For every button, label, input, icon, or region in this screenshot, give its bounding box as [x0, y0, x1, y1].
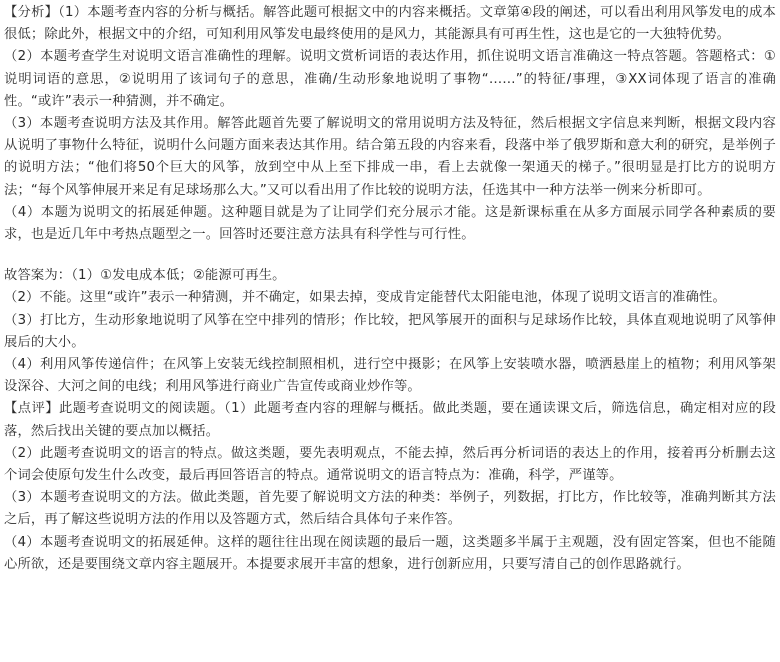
answer-document [4, 2, 776, 576]
comment-paragraph-3: （3）本题考查说明文的方法。做此类题，首先要了解说明文方法的种类：举例子，列数据，打比方，作比较等，准确判断其方法之后，再了解这些说明方法的作用以及答题方式，然后结合具体句子来作答。 [4, 490, 776, 528]
answer-paragraph-4: （4）利用风筝传递信件；在风筝上安装无线控制照相机，进行空中摄影；在风筝上安装喷水器，喷洒悬崖上的植物；利用风筝架设深谷、大河之间的电线；利用风筝进行商业广告宣传或商业炒作等。 [4, 357, 776, 395]
analysis-paragraph-2: （2）本题考查学生对说明文语言准确性的理解。说明文赏析词语的表达作用，抓住说明文语言准确这一特点答题。答题格式：①说明词语的意思，②说明用了该词句子的意思，准确/生动形象地说明了事物“……”的特征/事理，③XX词体现了语言的准确性。“或许”表示一种猜测，并不确定。 [4, 49, 776, 109]
analysis-paragraph-1: 【分析】（1）本题考查内容的分析与概括。解答此题可根据文中的内容来概括。文章第④段的阐述，可以看出利用风筝发电的成本很低；除此外，根据文中的介绍，可知利用风筝发电最终使用的是风力，其能源具有可再生性，这也是它的一大独特优势。 [4, 5, 776, 43]
section-spacer [4, 246, 776, 265]
analysis-paragraph-3: （3）本题考查说明方法及其作用。解答此题首先要了解说明文的常用说明方法及特征，然后根据文字信息来判断，根据文段内容从说明了事物什么特征，说明什么问题方面来表达其作用。结合第五段的内容来看，段落中举了俄罗斯和意大利的研究，是举例子的说明方法；“他们将50个巨大的风筝，放到空中从上至下排成一串，看上去就像一架通天的梯子。”很明显是打比方的说明方法；“每个风筝伸展开来足有足球场那么大。”又可以看出用了作比较的说明方法，任选其中一种方法举一例来分析即可。 [4, 116, 776, 198]
answer-paragraph-1: 故答案为：（1）①发电成本低；②能源可再生。 [4, 268, 286, 284]
comment-paragraph-1: 【点评】此题考查说明文的阅读题。（1）此题考查内容的理解与概括。做此类题，要在通读课文后，筛选信息，确定相对应的段落，然后找出关键的要点加以概括。 [4, 401, 776, 439]
analysis-paragraph-4: （4）本题为说明文的拓展延伸题。这种题目就是为了让同学们充分展示才能。这是新课标重在从多方面展示同学各种素质的要求，也是近几年中考热点题型之一。回答时还要注意方法具有科学性与可行性。 [4, 204, 776, 243]
answer-paragraph-3: （3）打比方，生动形象地说明了风筝在空中排列的情形；作比较，把风筝展开的面积与足球场作比较，具体直观地说明了风筝伸展后的大小。 [4, 312, 776, 350]
comment-paragraph-2: （2）此题考查说明文的语言的特点。做这类题，要先表明观点，不能去掉，然后再分析词语的表达上的作用，接着再分析删去这个词会使原句发生什么改变，最后再回答语言的特点。通常说明文的语言特点为：准确，科学，严谨等。 [4, 445, 776, 484]
answer-section [4, 265, 776, 398]
comment-paragraph-4: （4）本题考查说明文的拓展延伸。这样的题往往出现在阅读题的最后一题，这类题多半属于主观题，没有固定答案，但也不能随心所欲，还是要围绕文章内容主题展开。本提要求展开丰富的想象，进行创新应用，只要写清自己的创作思路就行。 [4, 534, 776, 572]
comment-section [4, 398, 776, 576]
analysis-section [4, 2, 776, 246]
answer-paragraph-2: （2）不能。这里“或许”表示一种猜测，并不确定，如果去掉，变成肯定能替代太阳能电池，体现了说明文语言的准确性。 [4, 290, 726, 306]
